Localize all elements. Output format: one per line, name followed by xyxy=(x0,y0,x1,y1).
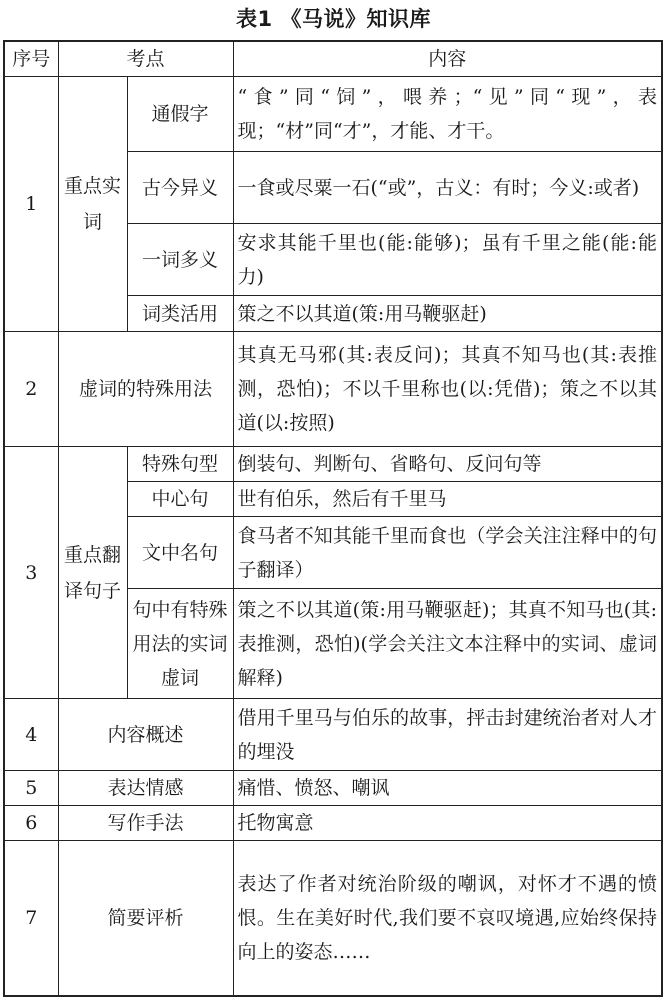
row-subpoint: 古今异义 xyxy=(127,152,233,224)
row-category: 写作手法 xyxy=(58,806,233,841)
table-row xyxy=(4,806,662,841)
row-subpoint: 特殊句型 xyxy=(127,447,233,482)
row-category: 重点实词 xyxy=(58,77,127,332)
row-content: 倒装句、判断句、省略句、反问句等 xyxy=(233,447,662,482)
row-content: 食马者不知其能千里而食也（学会关注注释中的句子翻译） xyxy=(233,517,662,589)
table-row xyxy=(4,447,662,482)
table-row xyxy=(4,77,662,152)
header-content: 内容 xyxy=(233,41,662,77)
row-content: 一食或尽粟一石(“或”，古义：有时；今义:或者) xyxy=(233,152,662,224)
row-subpoint: 文中名句 xyxy=(127,517,233,589)
row-index: 2 xyxy=(4,332,58,447)
row-content: 世有伯乐，然后有千里马 xyxy=(233,482,662,517)
row-index: 5 xyxy=(4,771,58,806)
row-index: 4 xyxy=(4,699,58,771)
header-index: 序号 xyxy=(4,41,58,77)
row-subpoint: 词类活用 xyxy=(127,296,233,332)
row-content: 策之不以其道(策:用马鞭驱赶)；其真不知马也(其:表推测，恐怕)(学会关注文本注释中的实词、虚词解释) xyxy=(233,589,662,699)
row-index: 1 xyxy=(4,77,58,332)
row-content: 托物寓意 xyxy=(233,806,662,841)
row-content: 其真无马邪(其:表反问)；其真不知马也(其:表推测，恐怕)；不以千里称也(以:凭借)；策之不以其道(以:按照) xyxy=(233,332,662,447)
header-row xyxy=(4,41,662,77)
row-category: 内容概述 xyxy=(58,699,233,771)
table-row xyxy=(4,699,662,771)
row-category: 虚词的特殊用法 xyxy=(58,332,233,447)
row-content: “食”同“饲”，喂养；“见”同“现”，表现；“材”同“才”，才能、才干。 xyxy=(233,77,662,152)
header-point: 考点 xyxy=(58,41,233,77)
row-subpoint: 一词多义 xyxy=(127,224,233,296)
row-content: 策之不以其道(策:用马鞭驱赶) xyxy=(233,296,662,332)
table-title: 表1 《马说》知识库 xyxy=(236,7,431,31)
table-row xyxy=(4,332,662,447)
row-content: 痛惜、愤怒、嘲讽 xyxy=(233,771,662,806)
row-subpoint: 中心句 xyxy=(127,482,233,517)
row-category: 简要评析 xyxy=(58,841,233,996)
row-content: 安求其能千里也(能:能够)；虽有千里之能(能:能力) xyxy=(233,224,662,296)
row-category: 表达情感 xyxy=(58,771,233,806)
row-subpoint: 通假字 xyxy=(127,77,233,152)
table-row xyxy=(4,771,662,806)
row-category: 重点翻译句子 xyxy=(58,447,127,699)
row-subpoint: 句中有特殊用法的实词虚词 xyxy=(127,589,233,699)
table-row xyxy=(4,841,662,996)
knowledge-table xyxy=(3,40,663,997)
row-index: 6 xyxy=(4,806,58,841)
row-content: 借用千里马与伯乐的故事，抨击封建统治者对人才的埋没 xyxy=(233,699,662,771)
row-content: 表达了作者对统治阶级的嘲讽，对怀才不遇的愤恨。生在美好时代,我们要不哀叹境遇,应始终保持向上的姿态…… xyxy=(233,841,662,996)
row-index: 3 xyxy=(4,447,58,699)
row-index: 7 xyxy=(4,841,58,996)
